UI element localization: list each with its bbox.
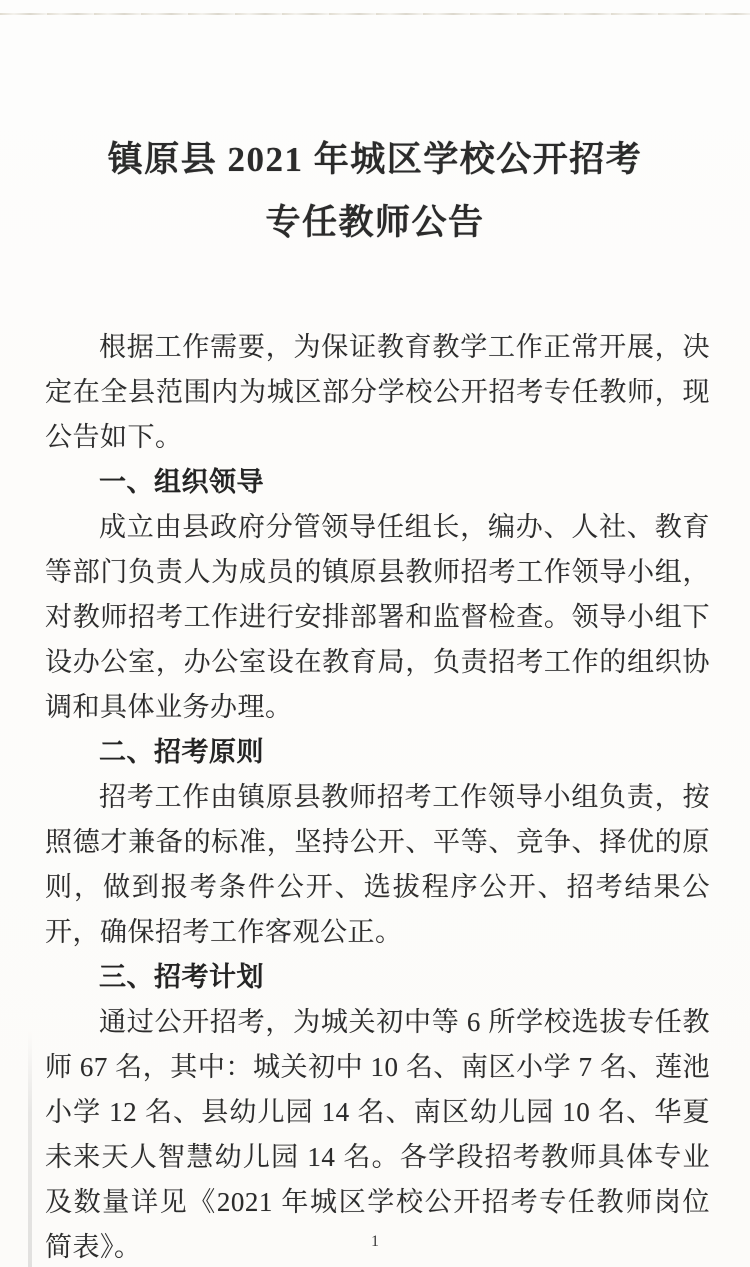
section-heading-2: 二、招考原则	[99, 736, 264, 767]
title-line-2: 专任教师公告	[265, 203, 485, 243]
scan-artifact-left-streak	[28, 1030, 32, 1267]
title-line-1: 镇原县 2021 年城区学校公开招考	[107, 140, 643, 179]
document-title	[0, 136, 750, 247]
page-number: 1	[371, 1233, 379, 1250]
section-body-2: 招考工作由镇原县教师招考工作领导小组负责，按照德才兼备的标准，坚持公开、平等、竞争、择优的原则，做到报考条件公开、选拔程序公开、招考结果公开，确保招考工作客观公正。	[45, 781, 710, 947]
section-heading-3: 三、招考计划	[99, 961, 264, 992]
intro-paragraph: 根据工作需要，为保证教育教学工作正常开展，决定在全县范围内为城区部分学校公开招考专任教师，现公告如下。	[45, 331, 710, 452]
section-body-1: 成立由县政府分管领导任组长，编办、人社、教育等部门负责人为成员的镇原县教师招考工作领导小组，对教师招考工作进行安排部署和监督检查。领导小组下设办公室，办公室设在教育局，负责招考工作的组织协调和具体业务办理。	[45, 511, 710, 722]
document-body	[0, 325, 750, 1267]
scan-artifact-top-edge	[0, 13, 750, 15]
section-heading-1: 一、组织领导	[99, 466, 264, 497]
section-body-3: 通过公开招考，为城关初中等 6 所学校选拔专任教师 67 名，其中：城关初中 10 名、南区小学 7 名、莲池小学 12 名、县幼儿园 14 名、南区幼儿园 10 名、华夏未来天人智慧幼儿园 14 名。各学段招考教师具体专业及数量详见《2021 年城区学校公开招考专任教师岗位简表》。	[45, 1006, 710, 1262]
